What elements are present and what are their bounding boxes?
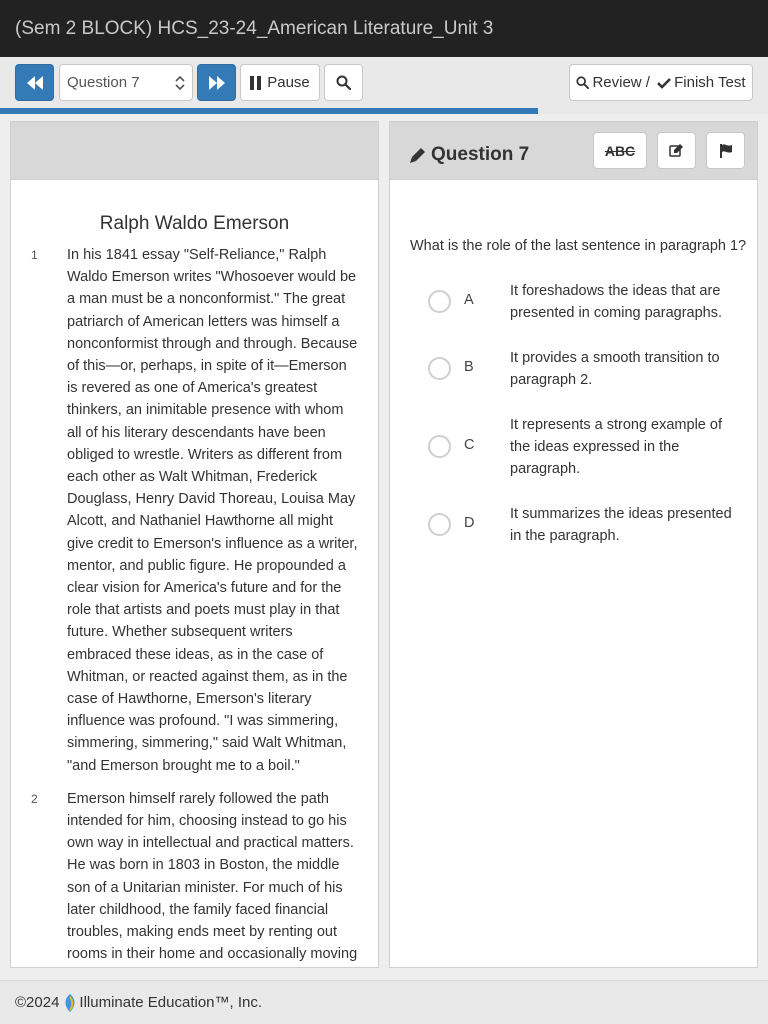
option-letter: B	[464, 359, 474, 375]
option-letter: D	[464, 515, 475, 531]
check-icon	[657, 77, 671, 89]
pencil-icon	[410, 147, 426, 163]
option-letter: A	[464, 292, 474, 308]
flag-icon	[719, 143, 733, 158]
radio-button[interactable]	[428, 290, 451, 313]
backward-icon	[27, 76, 43, 90]
radio-button[interactable]	[428, 357, 451, 380]
answer-option-d[interactable]	[410, 501, 740, 551]
question-title-text: Question 7	[431, 144, 530, 165]
answer-option-b[interactable]	[410, 345, 740, 395]
passage-paragraph	[11, 788, 378, 966]
search-icon	[576, 76, 589, 89]
radio-button[interactable]	[428, 513, 451, 536]
review-label: Review /	[592, 74, 655, 91]
search-button[interactable]	[324, 64, 363, 101]
search-icon	[336, 75, 351, 90]
answer-option-a[interactable]	[410, 278, 740, 328]
paragraph-number: 1	[31, 248, 38, 262]
next-question-button[interactable]	[197, 64, 236, 101]
forward-icon	[209, 76, 225, 90]
test-toolbar	[0, 57, 768, 108]
passage-panel-header	[11, 122, 378, 180]
review-finish-test-button[interactable]	[569, 64, 753, 101]
passage-title: Ralph Waldo Emerson	[99, 213, 290, 234]
pause-icon	[250, 76, 261, 90]
company-name: Illuminate Education™, Inc.	[79, 994, 263, 1011]
option-text: It foreshadows the ideas that are presented in coming paragraphs.	[510, 283, 722, 322]
flag-button[interactable]	[706, 132, 745, 169]
paragraph-number: 2	[31, 791, 38, 806]
window-title-bar	[0, 0, 768, 57]
option-text: It summarizes the ideas presented in the paragraph.	[510, 506, 732, 545]
question-prompt: What is the role of the last sentence in paragraph 1?	[410, 238, 747, 254]
finish-label: Finish Test	[674, 74, 746, 91]
previous-question-button[interactable]	[15, 64, 54, 101]
paragraph-text: In his 1841 essay "Self-Reliance," Ralph Waldo Emerson writes "Whosoever would be a man must be a nonconformist." The great patriarch of American letters was himself a nonconformist through and through. Because of this—or, perhaps, in spite of it—Emerson is revered as one of America's greatest thinkers, an inimitable presence with whom all of his literary descendants have been obliged to wrestle. Writers as different from each other as Walt Whitman, Frederick Douglass, Henry David Thoreau, Louisa May Alcott, and Nathaniel Hawthorne all might give credit to Emerson's influence as a writer, mentor, and public figure. He propounded a clear vision for America's future and for the role that artists and poets must play in that future. Whether subsequent writers embraced these ideas, as in the case of Whitman, or reacted against them, as in the case of Hawthorne, Emerson's literary influence was profound. "I was simmering, simmering, simmering," said Walt Whitman, "and Emerson brought me to a boil."	[67, 247, 358, 774]
passage-paragraph	[11, 244, 378, 777]
pause-button[interactable]	[240, 64, 320, 101]
window-title: (Sem 2 BLOCK) HCS_23-24_American Literature_Unit 3	[15, 17, 494, 39]
illuminate-logo-icon	[63, 993, 77, 1013]
answer-eliminator-button[interactable]	[593, 132, 647, 169]
option-text: It represents a strong example of the ideas expressed in the paragraph.	[510, 417, 722, 478]
question-select-value: Question 7	[67, 74, 140, 91]
abc-strikethrough-icon: ABC	[604, 142, 636, 159]
paragraph-text: Emerson himself rarely followed the path intended for him, choosing instead to go his own way in intellectual and practical matters. He was born in 1803 in Boston, the middle son of a Unitarian minister. For much of his later childhood, the family faced financial troubles, making ends meet by renting out rooms in their home and occasionally moving	[67, 790, 358, 963]
edit-note-icon	[669, 143, 684, 158]
question-panel	[389, 121, 758, 968]
copyright-year: ©2024	[15, 994, 60, 1011]
passage-panel[interactable]	[10, 121, 379, 968]
question-select[interactable]	[59, 64, 193, 101]
option-text: It provides a smooth transition to paragraph 2.	[510, 350, 720, 389]
select-caret-icon	[175, 75, 185, 91]
radio-button[interactable]	[428, 435, 451, 458]
option-letter: C	[464, 437, 475, 453]
question-title	[410, 144, 529, 166]
notes-button[interactable]	[657, 132, 696, 169]
answer-option-c[interactable]	[410, 412, 740, 482]
pause-label: Pause	[267, 74, 310, 91]
footer	[0, 980, 768, 1024]
